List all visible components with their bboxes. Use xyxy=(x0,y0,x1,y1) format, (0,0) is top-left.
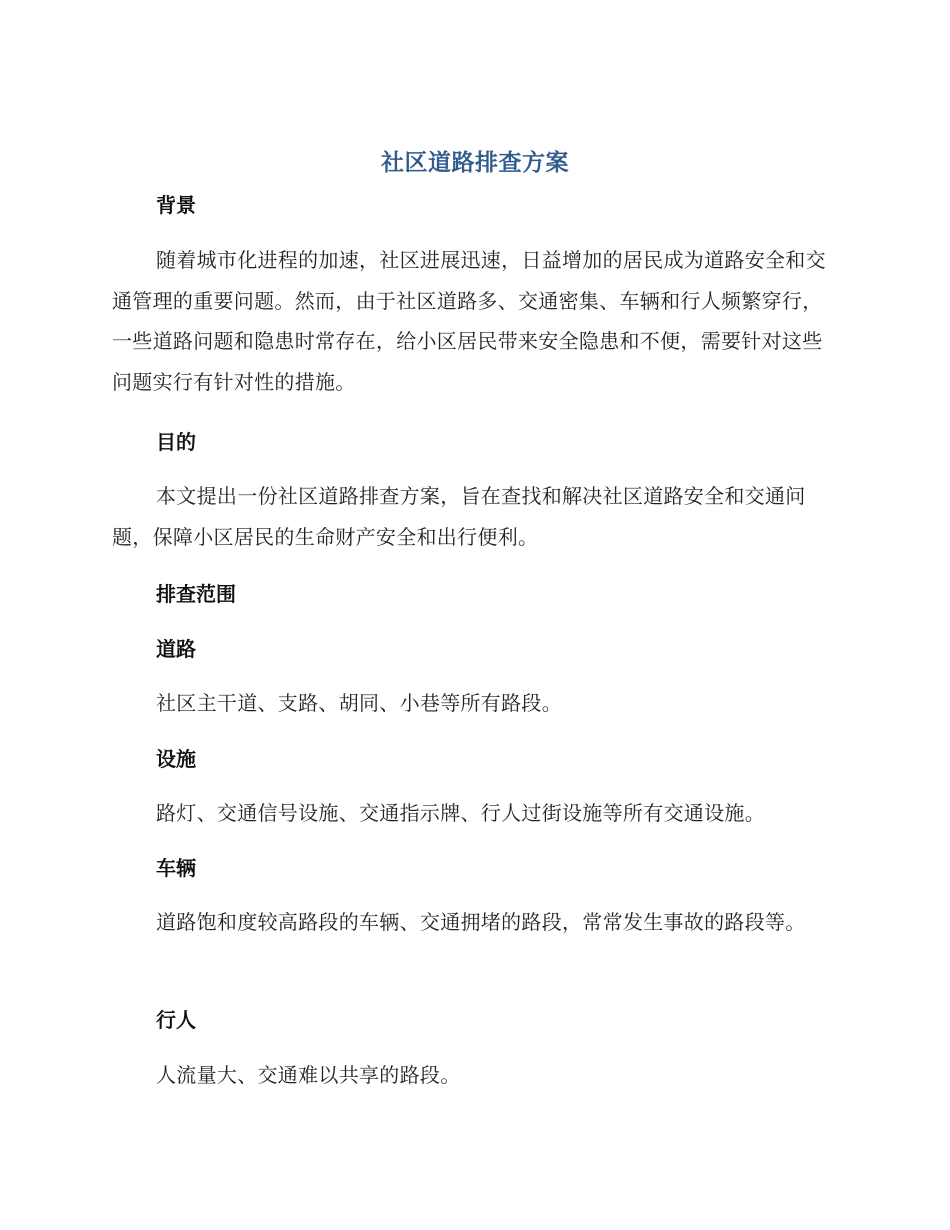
paragraph-facilities: 路灯、交通信号设施、交通指示牌、行人过街设施等所有交通设施。 xyxy=(156,801,765,825)
heading-roads: 道路 xyxy=(156,637,196,661)
paragraph-background: 随着城市化进程的加速，社区进展迅速，日益增加的居民成为道路安全和交通管理的重要问题。然而，由于社区道路多、交通密集、车辆和行人频繁穿行，一些道路问题和隐患时常存在，给小区居民带来安全隐患和不便，需要针对这些问题实行有针对性的措施。 xyxy=(112,248,826,394)
heading-vehicles: 车辆 xyxy=(156,856,196,880)
heading-scope: 排查范围 xyxy=(156,582,236,606)
paragraph-purpose: 本文提出一份社区道路排查方案，旨在查找和解决社区道路安全和交通问题，保障小区居民的生命财产安全和出行便利。 xyxy=(112,484,806,549)
paragraph-roads: 社区主干道、支路、胡同、小巷等所有路段。 xyxy=(156,691,562,715)
heading-background: 背景 xyxy=(156,193,196,217)
heading-facilities: 设施 xyxy=(156,747,196,771)
document-title: 社区道路排查方案 xyxy=(381,150,569,176)
heading-purpose: 目的 xyxy=(156,430,196,454)
paragraph-vehicles: 道路饱和度较高路段的车辆、交通拥堵的路段，常常发生事故的路段等。 xyxy=(156,910,806,934)
paragraph-pedestrians: 人流量大、交通难以共享的路段。 xyxy=(156,1063,461,1087)
heading-pedestrians: 行人 xyxy=(156,1008,196,1032)
